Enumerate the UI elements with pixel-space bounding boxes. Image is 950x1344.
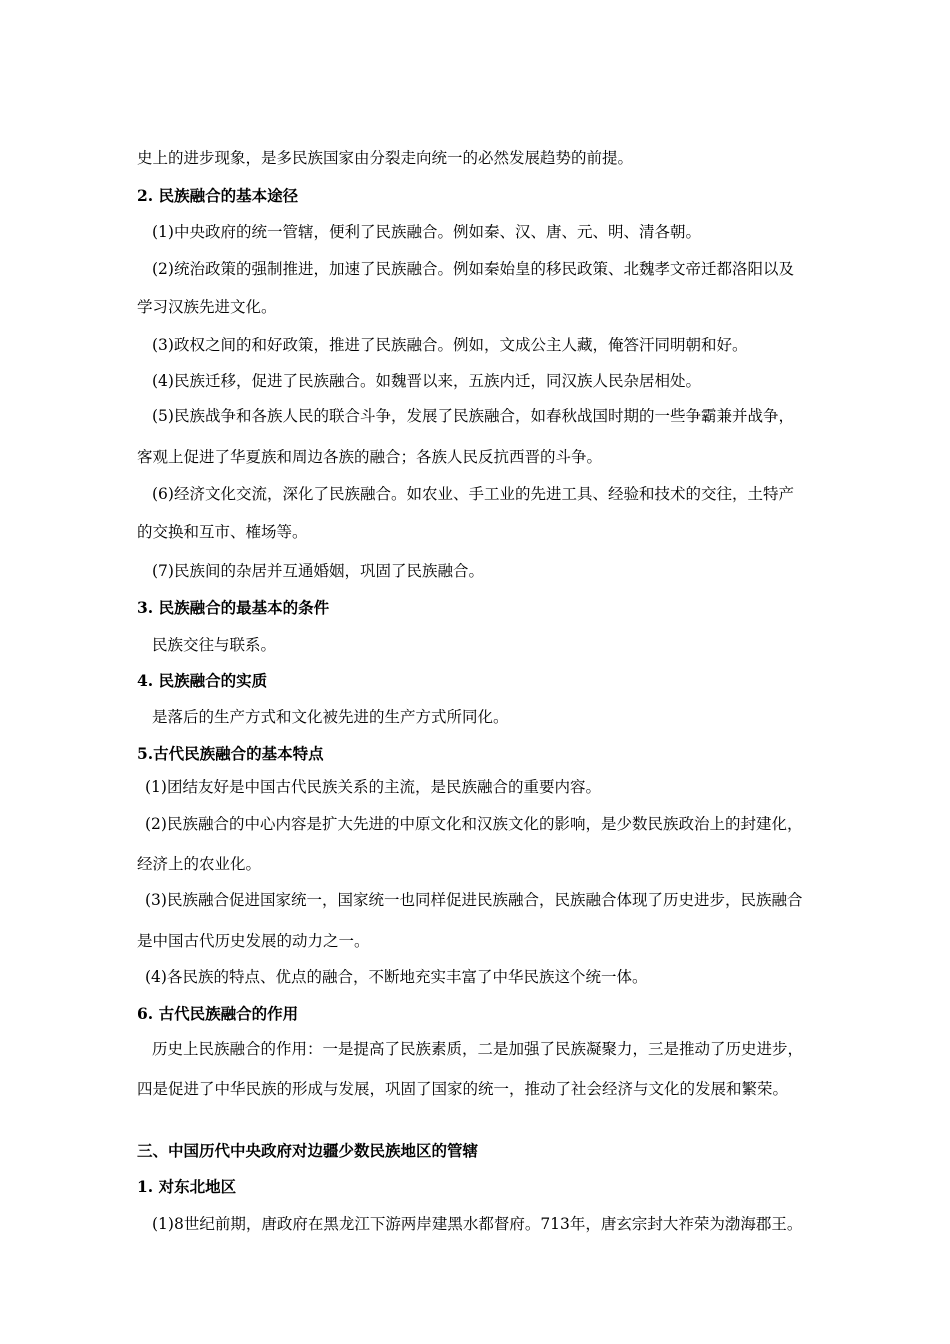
list-item: (4)各民族的特点、优点的融合，不断地充实丰富了中华民族这个统一体。 <box>145 968 648 986</box>
list-item: (2)统治政策的强制推进，加速了民族融合。例如秦始皇的移民政策、北魏孝文帝迁都洛阳以及 <box>152 260 794 278</box>
list-item: (3)政权之间的和好政策，推进了民族融合。例如，文成公主人藏，俺答汗同明朝和好。 <box>152 336 748 354</box>
list-item: (6)经济文化交流，深化了民族融合。如农业、手工业的先进工具、经验和技术的交往，土特产 <box>152 485 794 503</box>
list-item: (3)民族融合促进国家统一，国家统一也同样促进民族融合，民族融合体现了历史进步，民族融合 <box>145 891 803 909</box>
paragraph-line: 经济上的农业化。 <box>137 855 262 873</box>
list-item: (1)团结友好是中国古代民族关系的主流，是民族融合的重要内容。 <box>145 778 601 796</box>
paragraph-line: 历史上民族融合的作用：一是提高了民族素质，二是加强了民族凝聚力，三是推动了历史进步， <box>152 1040 804 1058</box>
paragraph-line: 史上的进步现象，是多民族国家由分裂走向统一的必然发展趋势的前提。 <box>137 149 634 167</box>
section-heading: 3. 民族融合的最基本的条件 <box>137 598 330 617</box>
list-item: (7)民族间的杂居并互通婚姻，巩固了民族融合。 <box>152 562 484 580</box>
list-item: (5)民族战争和各族人民的联合斗争，发展了民族融合，如春秋战国时期的一些争霸兼并战争， <box>152 407 794 425</box>
section-heading: 1. 对东北地区 <box>137 1177 237 1196</box>
section-heading: 5.古代民族融合的基本特点 <box>137 744 324 763</box>
paragraph-line: 学习汉族先进文化。 <box>137 298 277 316</box>
paragraph-line: 民族交往与联系。 <box>152 636 277 654</box>
list-item: (4)民族迁移，促进了民族融合。如魏晋以来，五族内迁，同汉族人民杂居相处。 <box>152 372 701 390</box>
paragraph-line: 是中国古代历史发展的动力之一。 <box>137 932 370 950</box>
paragraph-line: 客观上促进了华夏族和周边各族的融合；各族人民反抗西晋的斗争。 <box>137 448 603 466</box>
section-heading: 4. 民族融合的实质 <box>137 671 268 690</box>
paragraph-line: 的交换和互市、榷场等。 <box>137 523 308 541</box>
list-item: (1)中央政府的统一管辖，便利了民族融合。例如秦、汉、唐、元、明、清各朝。 <box>152 223 701 241</box>
section-heading: 2. 民族融合的基本途径 <box>137 186 299 205</box>
paragraph-line: 四是促进了中华民族的形成与发展，巩固了国家的统一，推动了社会经济与文化的发展和繁荣。 <box>137 1080 789 1098</box>
chapter-heading: 三、中国历代中央政府对边疆少数民族地区的管辖 <box>137 1141 479 1160</box>
list-item: (1)8世纪前期，唐政府在黑龙江下游两岸建黑水都督府。713年，唐玄宗封大祚荣为渤海郡王。 <box>152 1215 803 1233</box>
paragraph-line: 是落后的生产方式和文化被先进的生产方式所同化。 <box>152 708 509 726</box>
section-heading: 6. 古代民族融合的作用 <box>137 1004 299 1023</box>
list-item: (2)民族融合的中心内容是扩大先进的中原文化和汉族文化的影响，是少数民族政治上的封建化， <box>145 815 803 833</box>
